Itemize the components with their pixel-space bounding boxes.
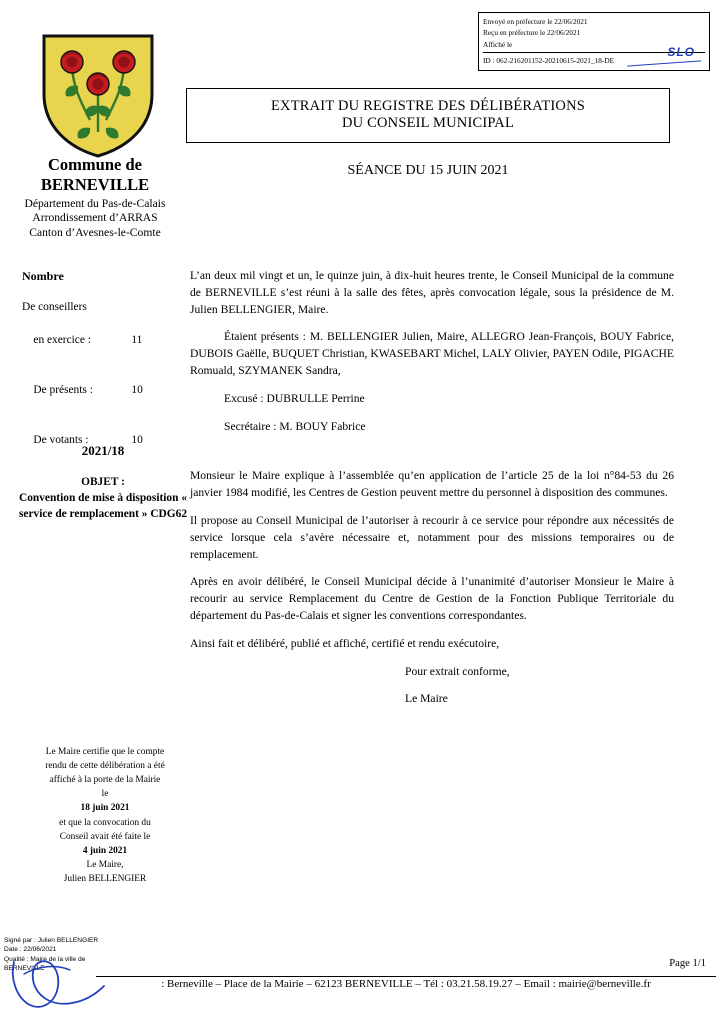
- footer-address: : Berneville – Place de la Mairie – 62123 BERNEVILLE – Tél : 03.21.58.19.27 – Email : mairie@berneville.fr: [161, 978, 651, 990]
- attendance-row: [22, 316, 192, 366]
- session-date: SÉANCE DU 15 JUIN 2021: [347, 163, 509, 178]
- esignature-date: Date : 22/06/2021: [4, 946, 57, 954]
- body-spacer: [190, 446, 674, 468]
- page-number: Page 1/1: [669, 958, 706, 969]
- certification-line-4: le: [101, 789, 109, 800]
- certification-line-6: et que la convocation du: [59, 817, 151, 828]
- attendance-value-exercice: 11: [131, 334, 143, 347]
- body-paragraph-closing: Ainsi fait et délibéré, publié et affiché, certifié et rendu exécutoire,: [190, 636, 500, 650]
- certification-posting-date: 18 juin 2021: [80, 803, 130, 814]
- coat-of-arms: [38, 32, 158, 158]
- objet-text: Convention de mise à disposition « service de remplacement » CDG62: [18, 492, 188, 521]
- attendance-row: [22, 366, 192, 416]
- body-paragraph-opening: L’an deux mil vingt et un, le quinze juin, à dix-huit heures trente, le Conseil Municipal de la commune de BERNEVILLE s’est réuni à la salle des fêtes, après convocation légale, sous la présidence de M. Julien BELLENGIER, Maire.: [190, 269, 674, 316]
- deliberation-number: 2021/18: [81, 443, 125, 458]
- body-paragraph-present: Étaient présents : M. BELLENGIER Julien, Maire, ALLEGRO Jean-François, BOUY Fabrice, DUBOIS Gaëlle, BUQUET Christian, KWASEBART Michel, LALY Olivier, PAYEN Odile, PIGACHE Romuald, SZYMANEK Sandra,: [190, 330, 674, 377]
- certification-line-1: Le Maire certifie que le compte: [45, 747, 165, 757]
- commune-departement: Département du Pas-de-Calais: [24, 197, 166, 211]
- body-paragraph-decision: Après en avoir délibéré, le Conseil Municipal décide à l’unanimité d’autoriser Monsieur le Maire à recourir au service Remplacement du Centre de Gestion de la Fonction Publique Territoriale du département du Pas-de-Calais et signer les conventions correspondantes.: [190, 575, 674, 622]
- footer-divider: [96, 976, 716, 977]
- commune-canton: Canton d’Avesnes-le-Comte: [29, 225, 161, 239]
- attendance-heading: Nombre: [22, 269, 64, 283]
- attendance-value-votants: 10: [131, 433, 143, 446]
- attendance-block: [22, 268, 192, 465]
- body-paragraph-mayor: Le Maire: [405, 692, 448, 706]
- objet-label: OBJET :: [81, 476, 125, 488]
- body-paragraph-proposal: Il propose au Conseil Municipal de l’autoriser à recourir à ce service pour répondre aux nécessités de service lorsque cela s’avère nécessaire et, notamment pour des missions temporaires ou de remplacement.: [190, 513, 674, 561]
- certification-mayor-name: Julien BELLENGIER: [63, 873, 147, 884]
- stamp-signature-mark: SLO: [667, 45, 695, 59]
- deliberation-objet: [18, 474, 188, 523]
- attendance-subheading: De conseillers: [22, 301, 87, 314]
- commune-block: [0, 155, 190, 240]
- esignature-quality: Qualité : Maire de la ville de: [4, 955, 86, 963]
- certification-line-9: Le Maire,: [86, 859, 124, 870]
- stamp-line-sent: Envoyé en préfecture le 22/06/2021: [483, 17, 588, 26]
- certification-line-3: affiché à la porte de la Mairie: [49, 775, 161, 786]
- body-paragraph-conform: Pour extrait conforme,: [405, 664, 510, 678]
- esignature-signer: Signé par : Julien BELLENGIER: [4, 937, 99, 944]
- certification-convocation-date: 4 juin 2021: [82, 845, 128, 856]
- attendance-label-votants: De votants :: [33, 433, 89, 446]
- esignature-city: BERNEVILLE: [4, 965, 45, 973]
- commune-name: BERNEVILLE: [40, 175, 150, 195]
- prefecture-stamp-box: [478, 12, 710, 71]
- attendance-label-exercice: en exercice :: [33, 334, 91, 347]
- stamp-line-id: ID : 062-216201152-20210615-2021_18-DE: [483, 55, 615, 65]
- page-title-line2: DU CONSEIL MUNICIPAL: [341, 115, 515, 131]
- stamp-line-posted: Affiché le: [483, 39, 513, 49]
- document-body: [190, 268, 674, 719]
- body-paragraph-excused: Excusé : DUBRULLE Perrine: [224, 391, 365, 405]
- commune-arrondissement: Arrondissement d’ARRAS: [32, 211, 158, 225]
- attendance-label-presents: De présents :: [33, 384, 93, 397]
- document-title-box: [186, 88, 670, 143]
- certification-line-2: rendu de cette délibération a été: [45, 761, 165, 772]
- stamp-line-received: Reçu en préfecture le 22/06/2021: [483, 28, 581, 38]
- commune-label: Commune de: [48, 155, 142, 174]
- page-title-line1: EXTRAIT DU REGISTRE DES DÉLIBÉRATIONS: [270, 98, 586, 114]
- body-paragraph-explanation: Monsieur le Maire explique à l’assemblée qu’en application de l’article 25 de la loi n°84-53 du 26 janvier 1984 modifié, les Centres de Gestion peuvent mettre du personnel à disposition des communes.: [190, 469, 674, 500]
- certification-line-7: Conseil avait été faite le: [59, 831, 151, 842]
- certification-block: [10, 745, 200, 886]
- body-paragraph-secretary: Secrétaire : M. BOUY Fabrice: [224, 419, 366, 433]
- attendance-value-presents: 10: [131, 384, 143, 397]
- crest-icon: [38, 32, 158, 158]
